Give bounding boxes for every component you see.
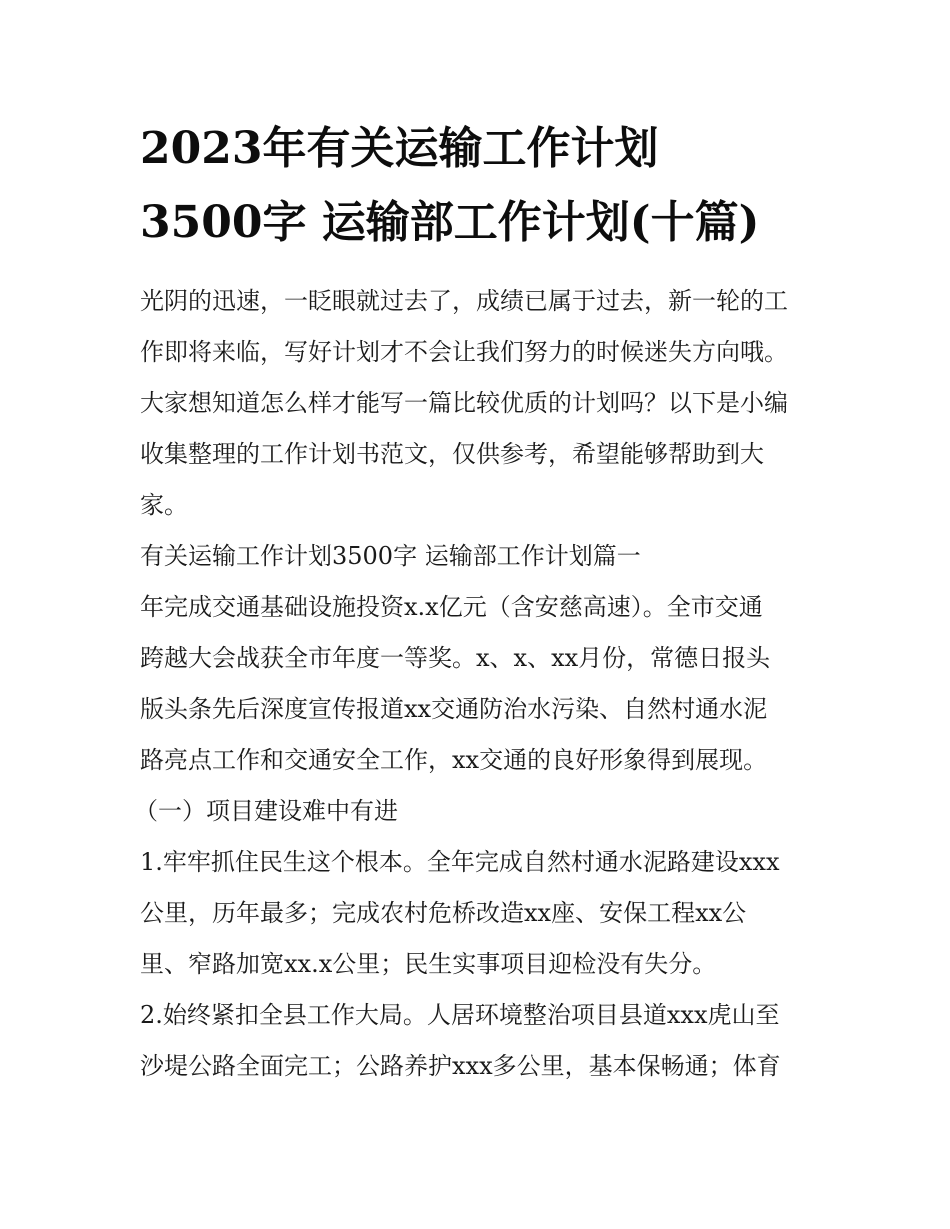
document-title xyxy=(140,112,840,260)
body-line: 公里，历年最多；完成农村危桥改造xx座、安保工程xx公 xyxy=(140,899,747,927)
body-line: 年完成交通基础设施投资x.x亿元（含安慈高速）。全市交通 xyxy=(140,593,763,621)
body-line: 作即将来临，写好计划才不会让我们努力的时候迷失方向哦。 xyxy=(140,338,788,366)
body-line: 2.始终紧扣全县工作大局。人居环境整治项目县道xxx虎山至 xyxy=(140,1001,780,1029)
body-line: 路亮点工作和交通安全工作，xx交通的良好形象得到展现。 xyxy=(140,746,768,774)
body-line: 1.牢牢抓住民生这个根本。全年完成自然村通水泥路建设xxx xyxy=(140,848,780,876)
subsection-heading: （一）项目建设难中有进 xyxy=(134,797,398,825)
section-heading: 有关运输工作计划3500字 运输部工作计划篇一 xyxy=(140,542,641,570)
body-line: 光阴的迅速，一眨眼就过去了，成绩已属于过去，新一轮的工 xyxy=(140,287,788,315)
body-line: 收集整理的工作计划书范文，仅供参考，希望能够帮助到大 xyxy=(140,440,764,468)
title-line-2: 3500字 运输部工作计划(十篇) xyxy=(140,197,760,248)
body-line: 跨越大会战获全市年度一等奖。x、x、xx月份，常德日报头 xyxy=(140,644,771,672)
document-body xyxy=(134,276,820,1092)
body-line: 沙堤公路全面完工；公路养护xxx多公里，基本保畅通；体育 xyxy=(140,1052,781,1080)
body-line: 家。 xyxy=(140,491,188,519)
title-line-1: 2023年有关运输工作计划 xyxy=(140,123,659,174)
body-line: 大家想知道怎么样才能写一篇比较优质的计划吗？以下是小编 xyxy=(140,389,788,417)
body-line: 里、窄路加宽xx.x公里；民生实事项目迎检没有失分。 xyxy=(140,950,717,978)
body-line: 版头条先后深度宣传报道xx交通防治水污染、自然村通水泥 xyxy=(140,695,768,723)
